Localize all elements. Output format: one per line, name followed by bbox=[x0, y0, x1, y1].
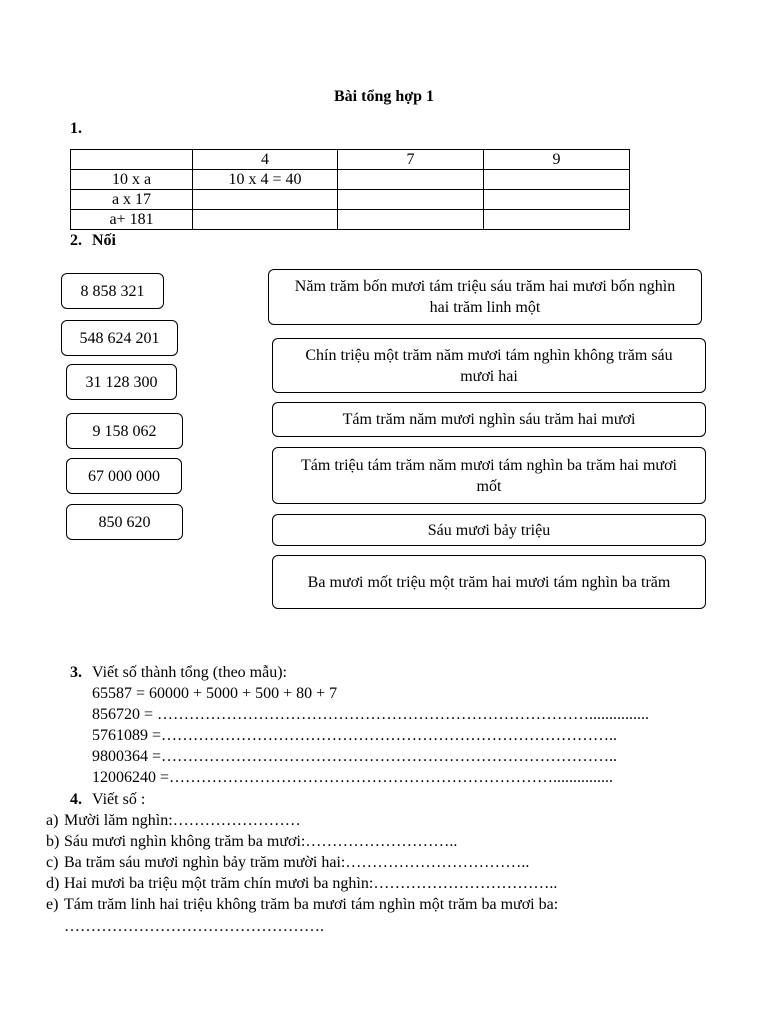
table-cell: 7 bbox=[338, 150, 484, 170]
table-cell[interactable] bbox=[338, 170, 484, 190]
item-text: Tám trăm linh hai triệu không trăm ba mươi tám nghìn một trăm ba mươi ba: bbox=[64, 896, 559, 913]
table-cell[interactable] bbox=[484, 210, 630, 230]
number-box[interactable]: 67 000 000 bbox=[66, 458, 182, 494]
table-cell: a+ 181 bbox=[71, 210, 193, 230]
answer-line[interactable]: 856720 = ………………………………………………………………………............... bbox=[92, 706, 650, 723]
word-box[interactable]: Tám trăm năm mươi nghìn sáu trăm hai mươi bbox=[272, 402, 706, 437]
value-table bbox=[70, 149, 630, 230]
word-box[interactable]: Sáu mươi bảy triệu bbox=[272, 514, 706, 546]
word-box[interactable]: Chín triệu một trăm năm mươi tám nghìn không trăm sáu mươi hai bbox=[272, 338, 706, 393]
section-2-label: 2. bbox=[70, 232, 82, 249]
word-box[interactable]: Tám triệu tám trăm năm mươi tám nghìn ba trăm hai mươi mốt bbox=[272, 447, 706, 504]
page-title: Bài tổng hợp 1 bbox=[334, 88, 434, 105]
table-row bbox=[71, 210, 630, 230]
item-letter: e) bbox=[46, 896, 59, 913]
list-item[interactable] bbox=[46, 852, 529, 873]
table-cell[interactable] bbox=[484, 190, 630, 210]
section-3-title: Viết số thành tổng (theo mẫu): bbox=[92, 664, 287, 681]
example-line: 65587 = 60000 + 5000 + 500 + 80 + 7 bbox=[92, 685, 338, 702]
table-cell: a x 17 bbox=[71, 190, 193, 210]
table-cell[interactable] bbox=[338, 210, 484, 230]
table-cell[interactable] bbox=[193, 190, 338, 210]
table-row bbox=[71, 170, 630, 190]
table-cell bbox=[71, 150, 193, 170]
table-cell[interactable] bbox=[484, 170, 630, 190]
item-text: Ba trăm sáu mươi nghìn bảy trăm mười hai:…………………………….. bbox=[64, 854, 530, 871]
answer-line[interactable]: 9800364 =………………………………………………………………………….. bbox=[92, 748, 618, 765]
section-3-label: 3. bbox=[70, 664, 82, 681]
section-2-title: Nối bbox=[92, 232, 116, 249]
item-letter: b) bbox=[46, 833, 60, 850]
answer-line[interactable]: …………………………………………. bbox=[64, 918, 324, 935]
section-1-label: 1. bbox=[70, 120, 82, 137]
table-cell[interactable] bbox=[338, 190, 484, 210]
list-item[interactable] bbox=[46, 894, 558, 915]
word-box[interactable]: Ba mươi mốt triệu một trăm hai mươi tám nghìn ba trăm bbox=[272, 555, 706, 609]
section-4-label: 4. bbox=[70, 791, 82, 808]
table-header-row bbox=[71, 150, 630, 170]
item-letter: a) bbox=[46, 812, 59, 829]
table-cell: 10 x 4 = 40 bbox=[193, 170, 338, 190]
table-cell: 4 bbox=[193, 150, 338, 170]
section-2-heading bbox=[70, 232, 116, 250]
table-cell: 9 bbox=[484, 150, 630, 170]
answer-line[interactable]: 5761089 =………………………………………………………………………….. bbox=[92, 727, 618, 744]
section-4-title: Viết số : bbox=[92, 791, 146, 808]
list-item[interactable] bbox=[46, 873, 557, 894]
number-box[interactable]: 850 620 bbox=[66, 504, 183, 540]
section-3-heading bbox=[70, 662, 287, 683]
item-letter: d) bbox=[46, 875, 60, 892]
number-box[interactable]: 31 128 300 bbox=[66, 364, 177, 400]
section-4-heading bbox=[70, 789, 145, 810]
item-text: Hai mươi ba triệu một trăm chín mươi ba nghìn:…………………………….. bbox=[64, 875, 558, 892]
list-item[interactable] bbox=[46, 810, 301, 831]
table-row bbox=[71, 190, 630, 210]
item-letter: c) bbox=[46, 854, 59, 871]
number-box[interactable]: 8 858 321 bbox=[61, 273, 164, 309]
word-box[interactable]: Năm trăm bốn mươi tám triệu sáu trăm hai mươi bốn nghìn hai trăm linh một bbox=[268, 269, 702, 325]
number-box[interactable]: 9 158 062 bbox=[66, 413, 183, 449]
table-cell[interactable] bbox=[193, 210, 338, 230]
table-cell: 10 x a bbox=[71, 170, 193, 190]
number-box[interactable]: 548 624 201 bbox=[61, 320, 178, 356]
item-text: Sáu mươi nghìn không trăm ba mươi:……………………….. bbox=[64, 833, 458, 850]
list-item[interactable] bbox=[46, 831, 457, 852]
answer-line[interactable]: 12006240 =………………………………………………………………............... bbox=[92, 769, 614, 786]
item-text: Mười lăm nghìn:…………………… bbox=[64, 812, 301, 829]
